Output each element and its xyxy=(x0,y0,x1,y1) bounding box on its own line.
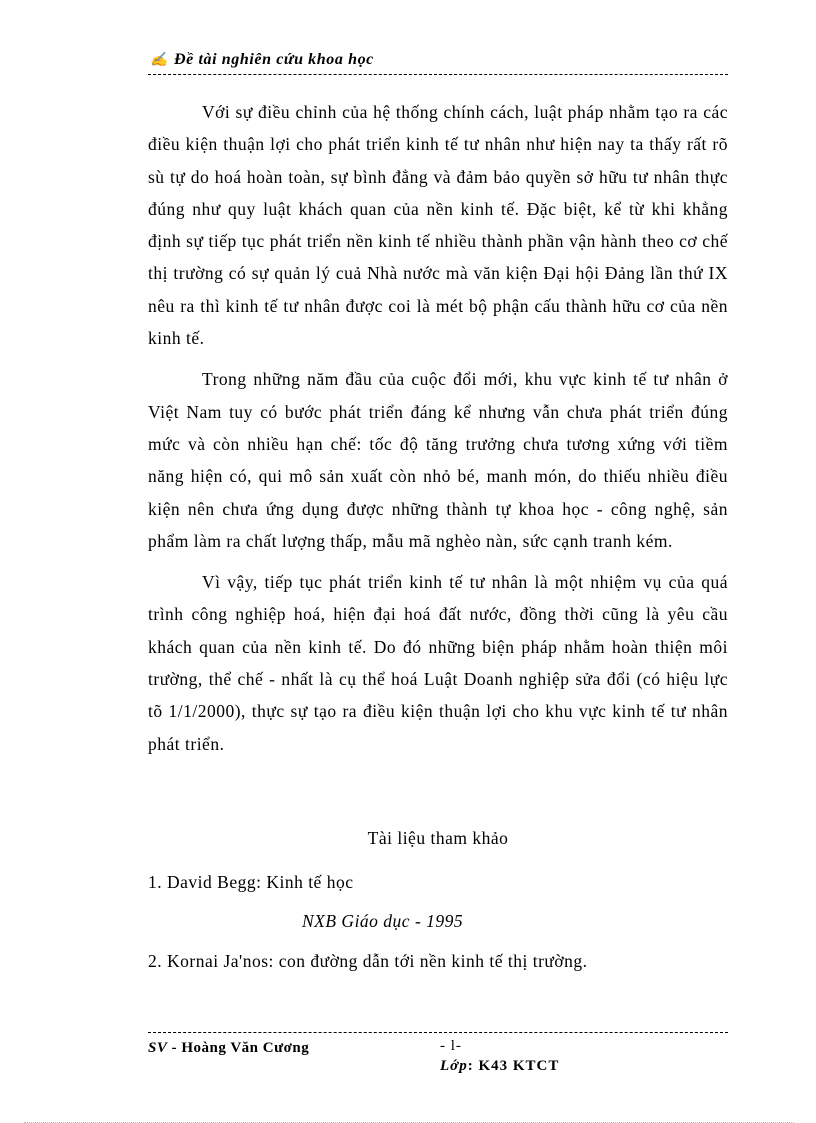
footer-author xyxy=(148,1040,309,1057)
footer-class-value: : K43 KTCT xyxy=(467,1058,560,1074)
reference-1: 1. David Begg: Kinh tế học xyxy=(148,872,354,892)
header-title: Đề tài nghiên cứu khoa học xyxy=(174,51,374,68)
document-body xyxy=(148,96,728,760)
footer-author-name: - Hoàng Văn Cương xyxy=(167,1040,310,1056)
writing-hand-icon: ✍ xyxy=(150,53,168,68)
paragraph-3: Vì vậy, tiếp tục phát triển kinh tế tư nhân là một nhiệm vụ của quá trình công nghiệp hoá, hiện đại hoá đất nước, đồng thời cũng là yêu cầu khách quan của nền kinh tế. Do đó những biện pháp nhằm hoàn thiện môi trường, thể chế - nhất là cụ thể hoá Luật Doanh nghiệp sửa đổi (có hiệu lực tõ 1/1/2000), thực sự tạo ra điều kiện thuận lợi cho khu vực kinh tế tư nhân phát triển. xyxy=(148,572,728,754)
footer-divider xyxy=(148,1032,728,1033)
reference-1-publisher: NXB Giáo dục - 1995 xyxy=(302,911,464,931)
reference-2: 2. Kornai Ja'nos: con đường dẫn tới nền kinh tế thị trường. xyxy=(148,951,588,971)
footer-class xyxy=(440,1058,559,1075)
paragraph-1: Với sự điều chỉnh của hệ thống chính cách, luật pháp nhằm tạo ra các điều kiện thuận lợi cho phát triển kinh tế tư nhân như hiện nay ta thấy rất rõ sù tự do hoá hoàn toàn, sự bình đẳng và đảm bảo quyền sở hữu tư nhân thực đúng như quy luật khách quan của nền kinh tế. Đặc biệt, kể từ khi khẳng định sự tiếp tục phát triển nền kinh tế nhiều thành phần vận hành theo cơ chế thị trường có sự quản lý cuả Nhà nước mà văn kiện Đại hội Đảng lần thứ IX nêu ra thì kinh tế tư nhân được coi là mét bộ phận cấu thành hữu cơ của nền kinh tế. xyxy=(148,102,728,349)
footer-class-label: Lớp xyxy=(440,1058,468,1074)
page-header xyxy=(148,50,728,75)
paragraph-2: Trong những năm đầu của cuộc đổi mới, khu vực kinh tế tư nhân ở Việt Nam tuy có bước phát triển đáng kể nhưng vẫn chưa phát triển đúng mức và còn nhiều hạn chế: tốc độ tăng trưởng chưa tương xứng với tiềm năng hiện có, qui mô sản xuất còn nhỏ bé, manh món, do thiếu nhiều điều kiện nên chưa ứng dụng được những thành tự khoa học - công nghệ, sản phẩm làm ra chất lượng thấp, mẫu mã nghèo nàn, sức cạnh tranh kém. xyxy=(148,369,728,551)
page-number: - l- xyxy=(440,1038,462,1054)
references-title: Tài liệu tham khảo xyxy=(367,828,509,848)
footer-sv-label: SV xyxy=(148,1040,168,1056)
